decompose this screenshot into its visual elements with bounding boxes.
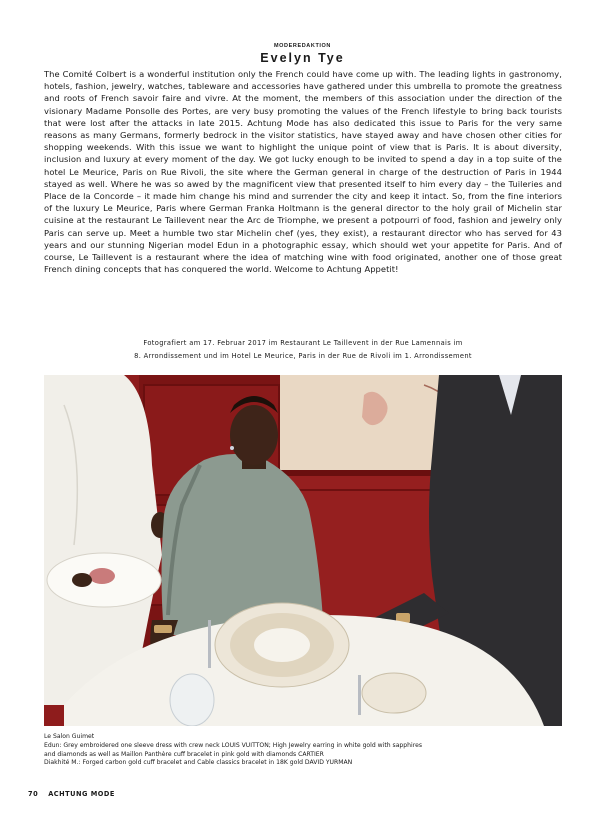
page-footer <box>28 790 125 798</box>
byline-line-1: Fotografiert am 17. Februar 2017 im Restaurant Le Taillevent in der Rue Lamennais im <box>143 339 463 347</box>
section-kicker: MODEREDAKTION <box>274 43 331 49</box>
photo-byline <box>44 337 562 362</box>
page-number: 70 <box>28 790 39 798</box>
editorial-photo <box>44 375 562 726</box>
caption-line-4: Diakhité M.: Forged carbon gold cuff bracelet and Cable classics bracelet in 18K gold DAVID YURMAN <box>44 759 353 767</box>
author-name: Evelyn Tye <box>260 51 345 65</box>
article-body: The Comité Colbert is a wonderful institution only the French could have come up with. The leading lights in gastronomy, hotels, fashion, jewelry, watches, tableware and accessories have gathered under this umbrella to promote the greatness and roots of French savoir faire and vivre. At the moment, the members of this association under the direction of the visionary Madame Ponsolle des Portes, are very busy promoting the values of the French lifestyle to bring back tourists that were lost after the attacks in late 2015. Achtung Mode has also dedicated this issue to Paris for the very same reasons as many Germans, formerly bedrock in the visitor statistics, have stayed away and have chosen other cities for shopping weekends. With this issue we want to highlight the unique point of view that is Paris. It is about diversity, inclusion and luxury at every moment of the day. We got lucky enough to be invited to spend a day in a top suite of the hotel Le Meurice, Paris on Rue Rivoli, the site where the German general in charge of the destruction of Paris in 1944 stayed as well. Where he was so awed by the magnificent view that presented itself to him every day – the Tuileries and Place de la Concorde – it made him change his mind and surrender the city and keep it intact. So, from the fine interiors of the luxury Le Meurice, Paris where German Franka Holtmann is the general director to the holy grail of Michelin star cuisine at the restaurant Le Taillevent near the Arc de Triomphe, we present a potpourri of food, fashion and jewelry only Paris can serve up. Meet a humble two star Michelin chef (yes, they exist), a restaurant director who has served for 43 years and our stunning Nigerian model Edun in a photographic essay, which should wet your appetite for Paris. And of course, Le Taillevent is a restaurant where the idea of matching wine with food originated, another one of those great French dining concepts that has conquered the world. Welcome to Achtung Appetit! <box>44 69 562 275</box>
magazine-name: ACHTUNG MODE <box>48 790 115 798</box>
caption-line-1: Le Salon Guimet <box>44 733 95 740</box>
byline-line-2: 8. Arrondissement und im Hotel Le Meurice, Paris in der Rue de Rivoli im 1. Arrondissement <box>134 351 472 360</box>
photo-caption <box>44 733 562 768</box>
caption-line-2: Edun: Grey embroidered one sleeve dress with crew neck LOUIS VUITTON; High Jewelry earring in white gold with sapphires <box>44 741 423 749</box>
caption-line-3: and diamonds as well as Maillon Panthère cuff bracelet in pink gold with diamonds CARTIER <box>44 750 324 758</box>
